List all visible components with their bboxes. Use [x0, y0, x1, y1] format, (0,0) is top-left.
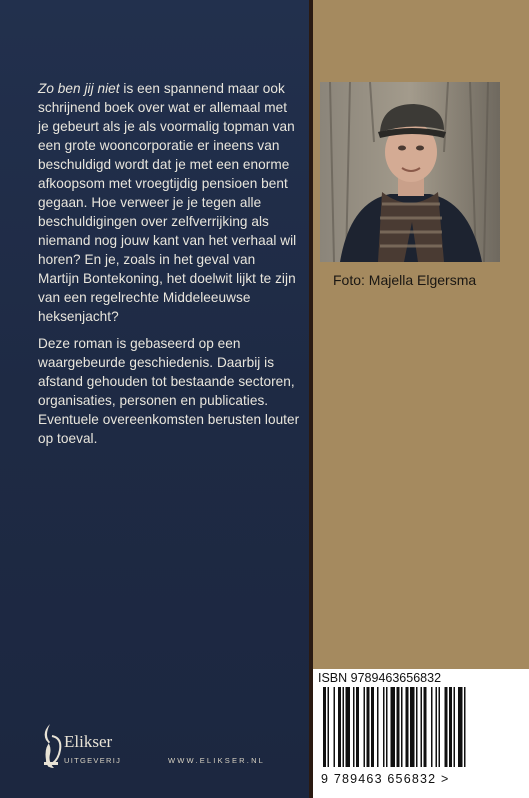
barcode-bar — [431, 687, 433, 767]
barcode-bar — [410, 687, 415, 767]
publisher-website: WWW.ELIKSER.NL — [168, 756, 266, 765]
barcode-bar — [346, 687, 351, 767]
barcode-bar — [424, 687, 427, 767]
barcode-bar — [353, 687, 355, 767]
barcode-bars — [313, 687, 529, 769]
barcode-bar — [458, 687, 463, 767]
isbn-digits: 9 789463 656832 > — [321, 772, 450, 786]
barcode-bar — [406, 687, 409, 767]
barcode-bar — [454, 687, 456, 767]
barcode-bar — [338, 687, 341, 767]
blurb-paragraph-1-text: is een spannend maar ook schrijnend boek over wat er allemaal met je gebeurt als je als voormalig topman van een grote wooncorporatie er ineens van beschuldigd wordt dat je met een enorme afkoopsom met vroegtijdig pensioen bent gegaan. Hoe verweer je je tegen alle beschuldigingen over zelfverrijking als niemand nog jouw kant van het verhaal wil horen? En je, zoals in het geval van Martijn Bontekoning, het doelwit lijkt te zijn van een regelrechte Middeleeuwse heksenjacht? — [38, 81, 297, 324]
barcode-bar — [401, 687, 403, 767]
barcode-bar — [383, 687, 385, 767]
publisher-subtitle: UITGEVERIJ — [64, 756, 122, 765]
barcode-bar — [343, 687, 345, 767]
barcode-bar — [445, 687, 448, 767]
barcode-bar — [371, 687, 374, 767]
barcode-bar — [377, 687, 379, 767]
photo-caption: Foto: Majella Elgersma — [333, 272, 477, 288]
barcode-bar — [421, 687, 423, 767]
barcode-bar — [367, 687, 370, 767]
author-photo-image — [320, 82, 500, 262]
barcode-bar — [334, 687, 336, 767]
barcode-bar — [391, 687, 396, 767]
barcode-bar — [449, 687, 452, 767]
isbn-label: ISBN 9789463656832 — [318, 671, 442, 685]
barcode-bar — [436, 687, 438, 767]
barcode-bar — [416, 687, 418, 767]
publisher-name: Elikser — [64, 732, 113, 751]
back-cover-blurb — [38, 79, 300, 448]
barcode-bar — [439, 687, 441, 767]
barcode-bar — [356, 687, 359, 767]
barcode-bar — [323, 687, 326, 767]
blurb-paragraph-1 — [38, 79, 300, 326]
barcode-bar — [364, 687, 366, 767]
book-title-italic: Zo ben jij niet — [38, 81, 120, 96]
blurb-paragraph-2: Deze roman is gebaseerd op een waargebeurde geschiedenis. Daarbij is afstand gehouden tot bestaande sectoren, organisaties, personen en publicaties. Eventuele overeenkomsten berusten louter op toeval. — [38, 336, 300, 446]
isbn-barcode — [313, 669, 529, 798]
author-photo — [320, 82, 500, 262]
barcode-bar — [386, 687, 388, 767]
barcode-bar — [397, 687, 400, 767]
barcode-bar — [328, 687, 330, 767]
barcode-bar — [464, 687, 466, 767]
